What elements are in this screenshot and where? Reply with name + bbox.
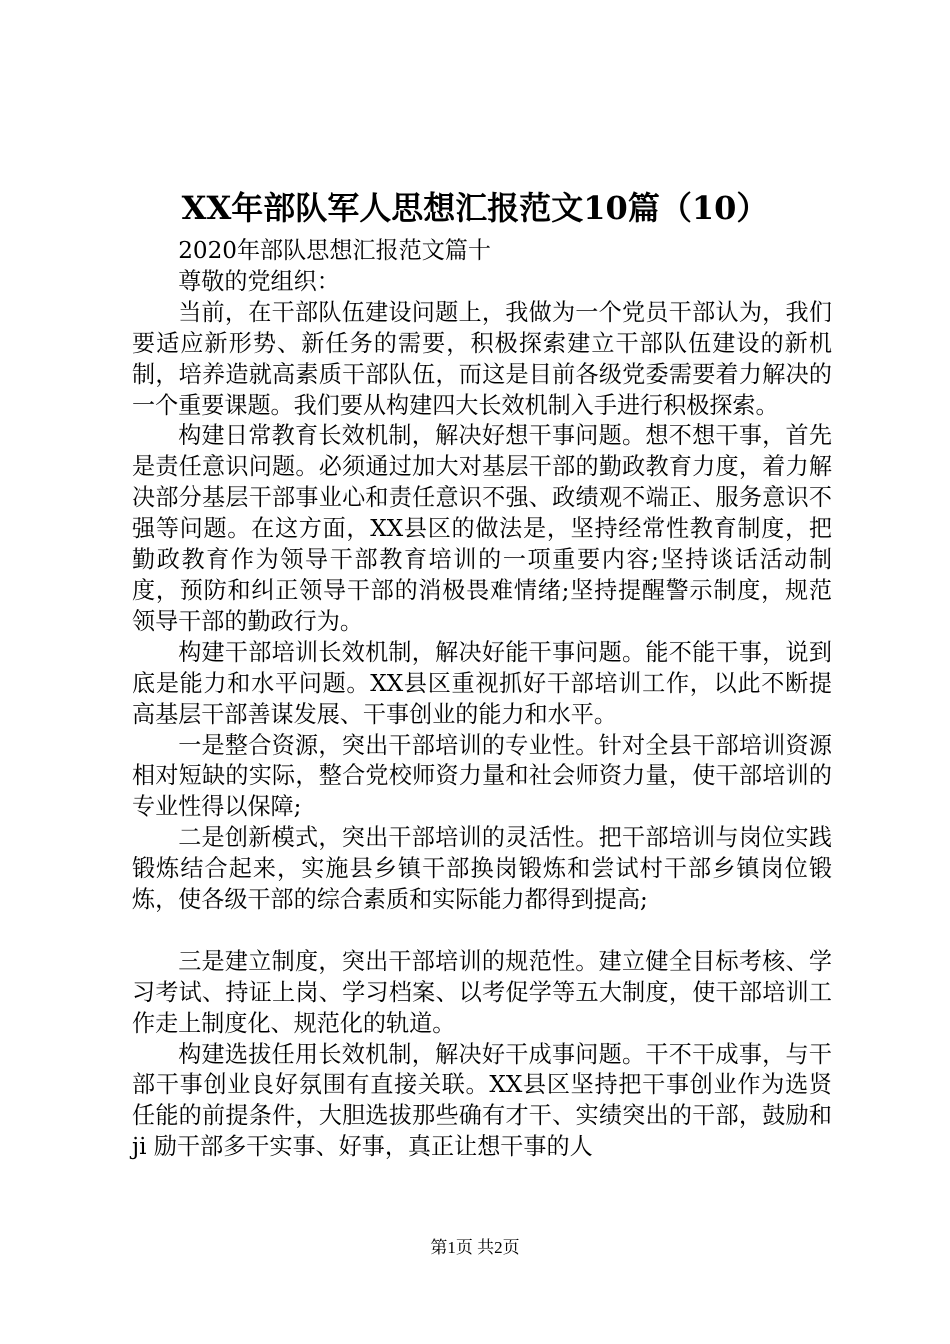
page-number-footer: 第1页 共2页 [430, 1238, 520, 1257]
body-paragraph: 当前，在干部队伍建设问题上，我做为一个党员干部认为，我们要适应新形势、新任务的需要，积极探索建立干部队伍建设的新机制，培养造就高素质干部队伍，而这是目前各级党委需要着力解决的一个重要课题。我们要从构建四大长效机制入手进行积极探索。 [132, 299, 832, 419]
document-body [132, 236, 832, 1163]
body-paragraph: 一是整合资源，突出干部培训的专业性。针对全县干部培训资源相对短缺的实际，整合党校师资力量和社会师资力量，使干部培训的专业性得以保障; [132, 732, 832, 821]
body-paragraph: 构建日常教育长效机制，解决好想干事问题。想不想干事，首先是责任意识问题。必须通过加大对基层干部的勤政教育力度，着力解决部分基层干部事业心和责任意识不强、政绩观不端正、服务意识不强等问题。在这方面，XX县区的做法是，坚持经常性教育制度，把勤政教育作为领导干部教育培训的一项重要内容;坚持谈话活动制度，预防和纠正领导干部的消极畏难情绪;坚持提醒警示制度，规范领导干部的勤政行为。 [132, 423, 832, 635]
body-paragraph: 构建选拔任用长效机制，解决好干成事问题。干不干成事，与干部干事创业良好氛围有直接关联。XX县区坚持把干事创业作为选贤任能的前提条件，大胆选拔那些确有才干、实绩突出的干部，鼓励和 ji 励干部多干实事、好事，真正让想干事的人 [132, 1041, 832, 1161]
salutation: 尊敬的党组织： [178, 268, 340, 295]
body-paragraph: 二是创新模式，突出干部培训的灵活性。把干部培训与岗位实践锻炼结合起来，实施县乡镇干部换岗锻炼和尝试村干部乡镇岗位锻炼，使各级干部的综合素质和实际能力都得到提高; [132, 825, 832, 914]
body-paragraph: 三是建立制度，突出干部培训的规范性。建立健全目标考核、学习考试、持证上岗、学习档案、以考促学等五大制度，使干部培训工作走上制度化、规范化的轨道。 [132, 948, 832, 1037]
document-title: XX年部队军人思想汇报范文10篇（10） [181, 189, 769, 227]
blank-line [132, 916, 832, 947]
section-heading: 2020年部队思想汇报范文篇十 [178, 238, 491, 264]
body-paragraph: 构建干部培训长效机制，解决好能干事问题。能不能干事，说到底是能力和水平问题。XX县区重视抓好干部培训工作，以此不断提高基层干部善谋发展、干事创业的能力和水平。 [132, 639, 832, 728]
